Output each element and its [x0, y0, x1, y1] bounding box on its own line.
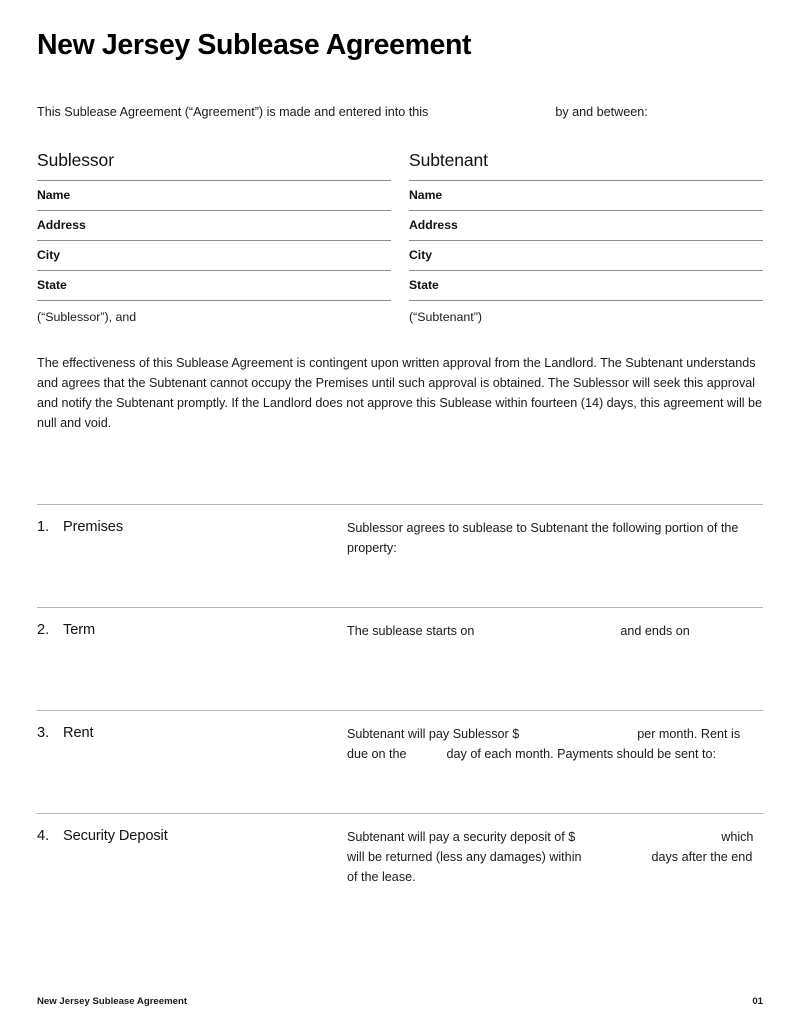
footer-document-name: New Jersey Sublease Agreement: [37, 996, 188, 1007]
field-row-subtenant-name[interactable]: [409, 180, 763, 210]
field-row-sublessor-name[interactable]: [37, 180, 391, 210]
field-row-sublessor-address[interactable]: [37, 210, 391, 240]
rent-text-payments: day of each month. Payments should be sent to:: [446, 747, 717, 761]
intro-text-after: by and between:: [555, 105, 648, 119]
intro-sentence: [37, 103, 763, 122]
section-body-rent: [347, 722, 763, 764]
section-title-rent: Rent: [63, 725, 94, 741]
section-rent: [37, 710, 763, 813]
deposit-text-amount-label: Subtenant will pay a security deposit of $: [347, 830, 576, 844]
field-row-sublessor-state[interactable]: [37, 270, 391, 300]
term-text-start: The sublease starts on: [347, 624, 475, 638]
rent-text-amount-label: Subtenant will pay Sublessor $: [347, 727, 520, 741]
field-label-state: State: [37, 277, 67, 292]
party-column-sublessor: [37, 150, 391, 326]
field-label-address: Address: [409, 217, 458, 232]
field-row-subtenant-address[interactable]: [409, 210, 763, 240]
parties-section: [37, 150, 763, 326]
field-label-state: State: [409, 277, 439, 292]
premises-text: Sublessor agrees to sublease to Subtenant the following portion of the property:: [347, 521, 739, 555]
party-heading-sublessor: Sublessor: [37, 150, 114, 170]
field-row-subtenant-city[interactable]: [409, 240, 763, 270]
section-number: 3.: [37, 725, 50, 741]
field-row-subtenant-state[interactable]: [409, 270, 763, 300]
page-footer: [37, 996, 763, 1007]
party-column-subtenant: [409, 150, 763, 326]
section-title-term: Term: [63, 622, 96, 638]
rent-text-due: per month. Rent is due on the: [347, 727, 741, 761]
field-row-sublessor-city[interactable]: [37, 240, 391, 270]
section-number: 1.: [37, 519, 50, 535]
footer-page-number: 01: [752, 996, 763, 1007]
section-security-deposit: [37, 813, 763, 916]
party-footer-sublessor: (“Sublessor”), and: [37, 300, 391, 326]
term-text-end: and ends on: [620, 624, 690, 638]
field-label-city: City: [37, 247, 61, 262]
section-body-premises: [347, 516, 763, 558]
party-heading-subtenant: Subtenant: [409, 150, 488, 170]
field-label-name: Name: [409, 187, 443, 202]
numbered-sections: [37, 504, 763, 916]
section-title-security-deposit: Security Deposit: [63, 828, 168, 844]
section-premises: [37, 504, 763, 607]
section-number: 2.: [37, 622, 50, 638]
party-footer-subtenant: (“Subtenant”): [409, 300, 763, 326]
field-label-address: Address: [37, 217, 86, 232]
section-title-premises: Premises: [63, 519, 124, 535]
section-body-term: [347, 619, 763, 641]
field-label-name: Name: [37, 187, 71, 202]
landlord-approval-paragraph: The effectiveness of this Sublease Agreement is contingent upon written approval from the Landlord. The Subtenant understands and agrees that the Subtenant cannot occupy the Premises until such approval is obtained. The Sublessor will seek this approval and notify the Subtenant promptly. If the Landlord does not approve this Sublease within fourteen (14) days, this agreement will be null and void.: [37, 356, 763, 430]
page-title: New Jersey Sublease Agreement: [37, 29, 472, 61]
deposit-text-return: which will be returned (less any damages) within: [347, 830, 754, 864]
section-body-security-deposit: [347, 825, 763, 887]
section-term: [37, 607, 763, 710]
field-label-city: City: [409, 247, 433, 262]
section-number: 4.: [37, 828, 50, 844]
deposit-text-lease: days after the end of the lease.: [347, 850, 753, 884]
intro-text-before: This Sublease Agreement (“Agreement”) is made and entered into this: [37, 105, 429, 119]
